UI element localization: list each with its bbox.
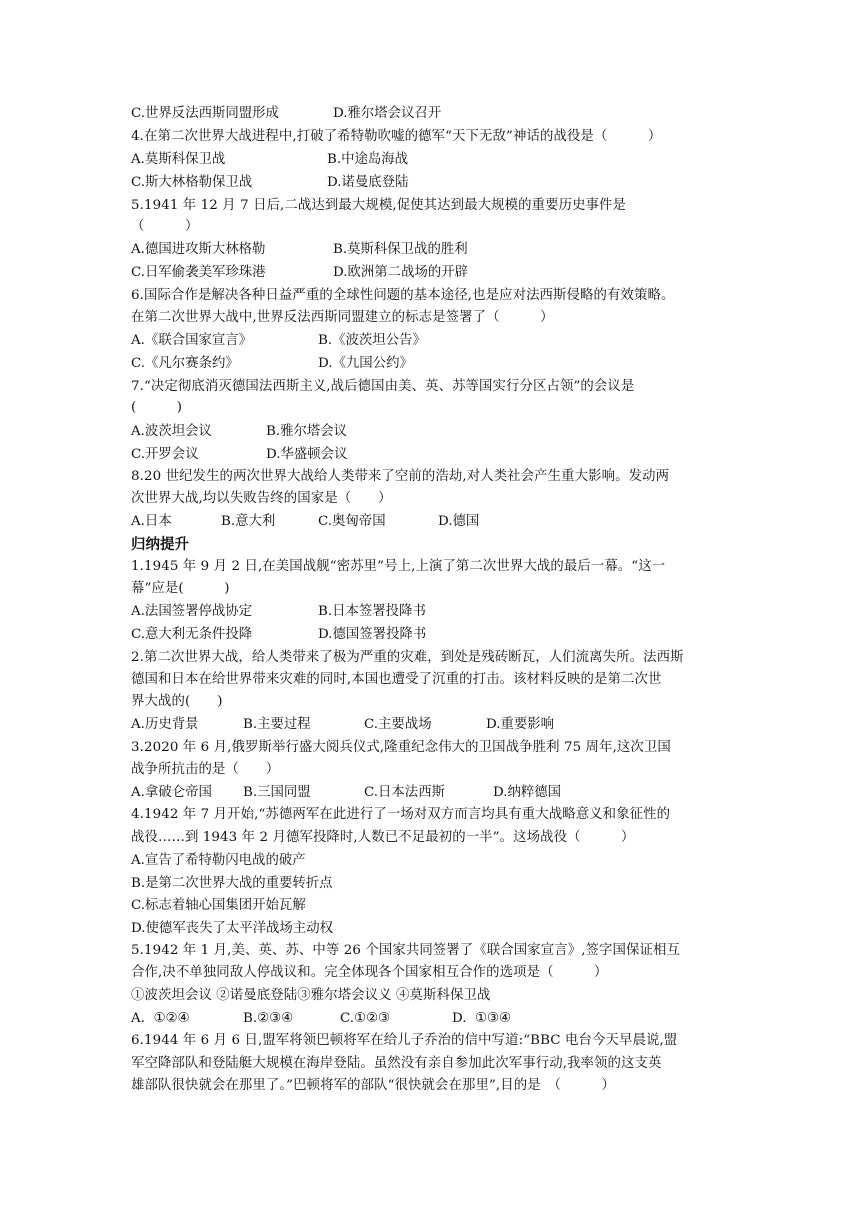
option-b: B.意大利 [221, 514, 276, 529]
question-6-stem: 6.国际合作是解决各种日益严重的全球性问题的基本途径,也是应对法西斯侵略的有效策略。 [131, 288, 675, 303]
option-b: B.中途岛海战 [327, 152, 409, 167]
question-5-stem: （ ） [131, 219, 199, 234]
option-d: D.欧洲第二战场的开辟 [333, 265, 469, 280]
option-d: D.德国 [438, 514, 480, 529]
question-6-stem: 军空降部队和登陆艇大规模在海岸登陆。虽然没有亲自参加此次军事行动,我率领的这支英 [131, 1056, 662, 1071]
option-c: C.世界反法西斯同盟形成 [131, 106, 279, 121]
option-a: A.拿破仑帝国 [131, 785, 212, 800]
option-c: C.《凡尔赛条约》 [131, 356, 239, 371]
option-c: C.①②③ [340, 1011, 391, 1026]
option-a: A. ①②④ [131, 1011, 190, 1026]
question-4-stem: 4.1942 年 7 月开始,“苏德两军在此进行了一场对双方而言均具有重大战略意义和象征性的 [131, 807, 671, 822]
option-d: D.德国签署投降书 [318, 627, 427, 642]
question-8-stem: 8.20 世纪发生的两次世界大战给人类带来了空前的浩劫,对人类社会产生重大影响。发动两 [131, 469, 670, 484]
question-2-stem: 界大战的( ) [131, 694, 223, 709]
question-3-stem: 3.2020 年 6 月,俄罗斯举行盛大阅兵仪式,隆重纪念伟大的卫国战争胜利 75 周年,这次卫国 [131, 740, 671, 755]
option-c: C.日军偷袭美军珍珠港 [131, 265, 266, 280]
section-title: 归纳提升 [131, 537, 189, 553]
option-b: B.主要过程 [243, 717, 311, 732]
option-a: A.历史背景 [131, 717, 199, 732]
option-b: B.②③④ [243, 1011, 294, 1026]
question-5-stem: 5.1941 年 12 月 7 日后,二战达到最大规模,促使其达到最大规模的重要历史事件是 [131, 198, 627, 213]
question-7-stem: ( ) [131, 400, 183, 415]
question-6-stem: 在第二次世界大战中,世界反法西斯同盟建立的标志是签署了（ ） [131, 310, 554, 325]
option-d: D.华盛顿会议 [266, 447, 348, 462]
question-2-stem: 2.第二次世界大战，给人类带来了极为严重的灾难，到处是残砖断瓦，人们流离失所。法西斯 [131, 650, 684, 665]
question-7-stem: 7.“决定彻底消灭德国法西斯主义,战后德国由美、英、苏等国实行分区占领”的会议是 [131, 379, 635, 394]
option-c: C.开罗会议 [131, 447, 199, 462]
option-c: C.意大利无条件投降 [131, 627, 253, 642]
option-d: D.使德军丧失了太平洋战场主动权 [131, 921, 333, 936]
option-c: C.日本法西斯 [364, 785, 445, 800]
question-6-stem: 雄部队很快就会在那里了。”巴顿将军的部队“很快就会在那里”,目的是 （ ） [131, 1078, 615, 1093]
option-b: B.《波茨坦公告》 [318, 333, 426, 348]
option-a: A.德国进攻斯大林格勒 [131, 242, 266, 257]
option-c: C.斯大林格勒保卫战 [131, 175, 253, 190]
question-5-stem: 5.1942 年 1 月,美、英、苏、中等 26 个国家共同签署了《联合国家宣言》,签字国保证相互 [131, 943, 680, 958]
option-d: D.《九国公约》 [318, 356, 413, 371]
option-b: B.三国同盟 [243, 785, 311, 800]
option-b: B.莫斯科保卫战的胜利 [333, 242, 468, 257]
question-4-stem: 战役……到 1943 年 2 月德军投降时,人数已不足最初的一半”。这场战役（ ） [131, 830, 635, 845]
option-b: B.是第二次世界大战的重要转折点 [131, 876, 333, 891]
option-d: D.重要影响 [486, 717, 555, 732]
option-a: A.法国签署停战协定 [131, 604, 253, 619]
option-d: D. ①③④ [452, 1011, 512, 1026]
option-d: D.雅尔塔会议召开 [333, 106, 442, 121]
question-4-stem: 4.在第二次世界大战进程中,打破了希特勒吹嘘的德军“天下无敌”神话的战役是（ ） [131, 129, 662, 144]
option-a: A.波茨坦会议 [131, 424, 212, 439]
option-d: D.诺曼底登陆 [327, 175, 409, 190]
option-b: B.日本签署投降书 [318, 604, 426, 619]
question-8-stem: 次世界大战,均以失败告终的国家是（ ） [131, 491, 392, 506]
question-1-stem: 1.1945 年 9 月 2 日,在美国战舰“密苏里”号上,上演了第二次世界大战的最后一幕。“这一 [131, 559, 666, 574]
question-2-stem: 德国和日本在给世界带来灾难的同时,本国也遭受了沉重的打击。该材料反映的是第二次世 [131, 672, 662, 687]
option-a: A.日本 [131, 514, 172, 529]
option-a: A.莫斯科保卫战 [131, 152, 226, 167]
question-6-stem: 6.1944 年 6 月 6 日,盟军将领巴顿将军在给儿子乔治的信中写道:“BBC 电台今天早晨说,盟 [131, 1033, 678, 1048]
option-d: D.纳粹德国 [493, 785, 562, 800]
question-5-stem: 合作,决不单独同敌人停战议和。完全体现各个国家相互合作的选项是（ ） [131, 965, 608, 980]
question-5-choices: ①波茨坦会议 ②诺曼底登陆③雅尔塔会议义 ④莫斯科保卫战 [131, 988, 491, 1003]
option-a: A.宣告了希特勒闪电战的破产 [131, 853, 306, 868]
option-c: C.奥匈帝国 [318, 514, 386, 529]
question-3-stem: 战争所抗击的是（ ） [131, 762, 280, 777]
question-1-stem: 幕”应是( ) [131, 581, 230, 596]
option-c: C.主要战场 [364, 717, 432, 732]
option-c: C.标志着轴心国集团开始瓦解 [131, 898, 306, 913]
option-a: A.《联合国家宣言》 [131, 333, 253, 348]
option-b: B.雅尔塔会议 [266, 424, 348, 439]
